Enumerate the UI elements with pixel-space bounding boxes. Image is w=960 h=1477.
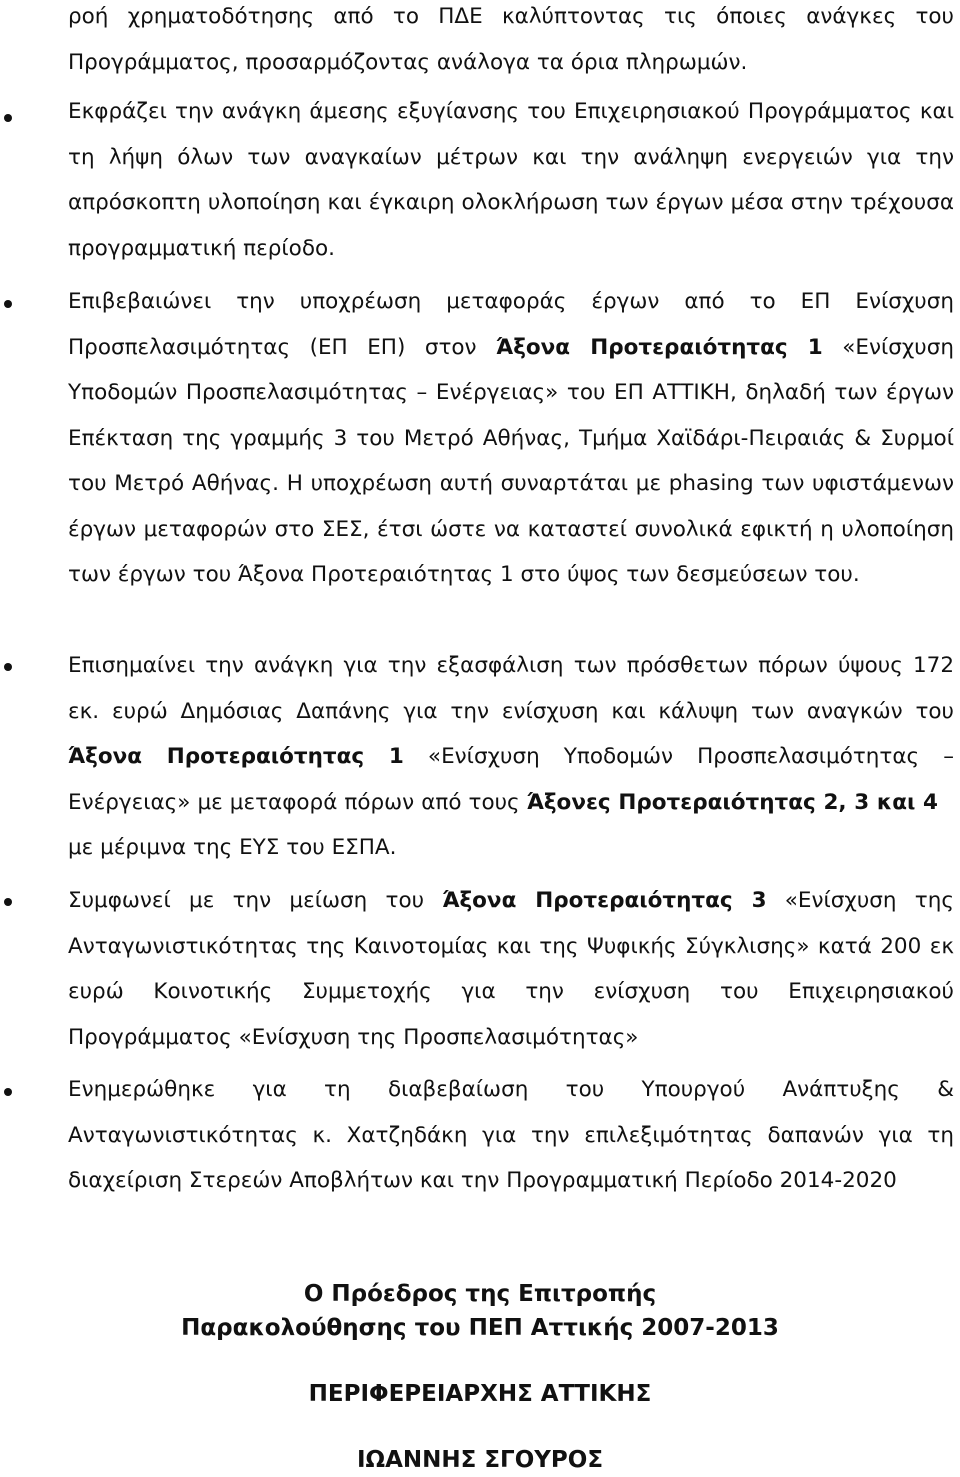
list-item (68, 878, 954, 1060)
list-item-text: με μέριμνα της ΕΥΣ του ΕΣΠΑ. (68, 835, 397, 860)
list-item-text: «Ενίσχυση Υποδομών Προσπελασιμότητας – Ενέργειας» με μεταφορά πόρων από τους (68, 744, 954, 815)
list-item-bold-text: Άξονα Προτεραιότητας 3 (442, 888, 767, 913)
list-item-text: Επιβεβαιώνει την υποχρέωση μεταφοράς έργων από το ΕΠ Ενίσχυση Προσπελασιμότητας (ΕΠ ΕΠ) στον (68, 289, 954, 360)
bullet-icon (4, 898, 12, 906)
signature-name: ΙΩΑΝΝΗΣ ΣΓΟΥΡΟΣ (356, 1447, 604, 1473)
bullet-icon (4, 1088, 12, 1096)
list-item (68, 643, 954, 871)
list-item (68, 279, 954, 598)
list-item (68, 1067, 954, 1204)
list-item-text: «Ενίσχυση Υποδομών Προσπελασιμότητας – Ενέργειας» του ΕΠ ΑΤΤΙΚΗ, δηλαδή των έργων Επέκταση της γραμμής 3 του Μετρό Αθήνας, Τμήμα Χαϊδάρι-Πειραιάς & Συρμοί του Μετρό Αθήνας. Η υποχρέωση αυτή συναρτάται με phasing των υφιστάμενων έργων μεταφορών στο ΣΕΣ, έτσι ώστε να καταστεί συνολικά εφικτή η υλοποίηση των έργων του Άξονα Προτεραιότητας 1 στο ύψος των δεσμεύσεων του. (68, 334, 954, 587)
list-item (68, 89, 954, 271)
signature-committee: Παρακολούθησης του ΠΕΠ Αττικής 2007-2013 (181, 1315, 779, 1341)
bullet-icon (4, 114, 12, 122)
list-item-text: Συμφωνεί με την μείωση του (68, 888, 443, 913)
intro-paragraph (68, 0, 954, 85)
list-item-bold-text: Άξονες Προτεραιότητας 2, 3 και 4 (526, 789, 938, 815)
list-item-text: Ενημερώθηκε για τη διαβεβαίωση του Υπουργού Ανάπτυξης & Ανταγωνιστικότητας κ. Χατζηδάκη για την επιλεξιμότητας δαπανών για τη διαχείριση Στερεών Αποβλήτων και την Προγραμματική Περίοδο 2014-2020 (68, 1077, 954, 1193)
list-item-text: Επισημαίνει την ανάγκη για την εξασφάλιση των πρόσθετων πόρων ύψους 172 εκ. ευρώ Δημόσιας Δαπάνης για την ενίσχυση και κάλυψη των αναγκών του (68, 653, 954, 724)
list-item-bold-text: Άξονα Προτεραιότητας 1 (496, 334, 823, 360)
list-item-text: Εκφράζει την ανάγκη άμεσης εξυγίανσης του Επιχειρησιακού Προγράμματος και τη λήψη όλων των αναγκαίων μέτρων και την ανάληψη ενεργειών για την απρόσκοπτη υλοποίηση και έγκαιρη ολοκλήρωση των έργων μέσα στην τρέχουσα προγραμματική περίοδο. (68, 99, 954, 261)
bullet-icon (4, 300, 12, 308)
list-item-bold-text: Άξονα Προτεραιότητας 1 (68, 744, 404, 769)
list-item-text: «Ενίσχυση της Ανταγωνιστικότητας της Καινοτομίας και της Ψυφικής Σύγκλισης» κατά 200 εκ ευρώ Κοινοτικής Συμμετοχής για την ενίσχυση του Επιχειρησιακού Προγράμματος «Ενίσχυση της Προσπελασιμότητας» (68, 888, 954, 1050)
signature-office: ΠΕΡΙΦΕΡΕΙΑΡΧΗΣ ΑΤΤΙΚΗΣ (308, 1381, 652, 1407)
intro-text: ροή χρηματοδότησης από το ΠΔΕ καλύπτοντας τις όποιες ανάγκες του Προγράμματος, προσαρμόζοντας ανάλογα τα όρια πληρωμών. (68, 4, 954, 75)
signature-title: Ο Πρόεδρος της Επιτροπής (303, 1281, 657, 1307)
bullet-icon (4, 663, 12, 671)
